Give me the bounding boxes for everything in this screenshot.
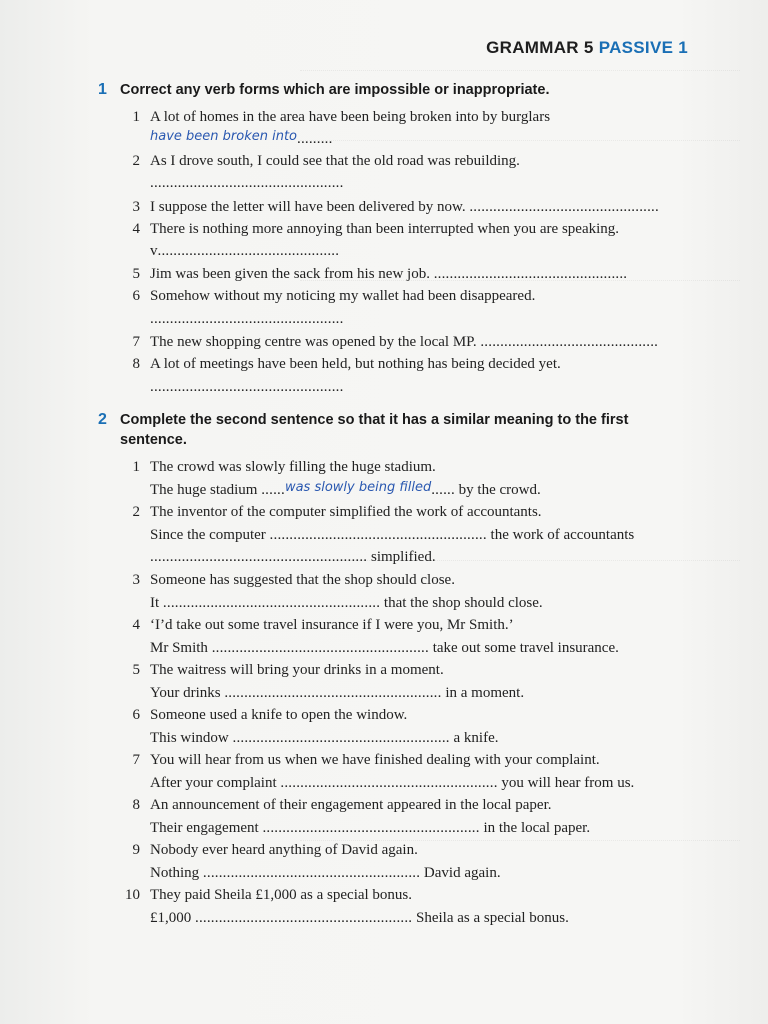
page-header — [486, 38, 688, 58]
item-number: 4 — [132, 617, 140, 633]
handwritten-answer: was slowly being filled — [284, 480, 432, 495]
item-number: 6 — [132, 707, 140, 723]
item-number: 3 — [132, 572, 140, 588]
item-number: 7 — [132, 334, 140, 350]
rewrite-end: David again. — [423, 865, 501, 881]
rewrite-end: you will hear from us. — [501, 775, 635, 791]
rewrite-end: take out some travel insurance. — [432, 640, 619, 656]
item-sentence: Somehow without my noticing my wallet had been disappeared. — [150, 288, 536, 304]
answer-blank[interactable]: ................................................ — [469, 199, 659, 215]
rewrite-end: simplified. — [371, 549, 436, 565]
rewrite-end: Sheila as a special bonus. — [416, 910, 569, 926]
exercise-1: 1 Correct any verb forms which are impossible or inappropriate. 1 A lot of homes in the area have been being broken into by burglars have been broken into......... 2 As I drove south, I could see that the old road was rebuilding. ................................................. 3 I suppose the letter will have been delivered by now. ................................................ 4 There is nothing more annoying than been interrupted when you are speaking. v.............................................. 5 Jim was been given the sack from his new job. ................................................. 6 Somehow without my noticing my wallet had been disappeared. ................................................. 7 The new shopping centre was opened by the local MP. ............................................. 8 A lot of meetings have been held, but nothing has being decided yet. ................................................. — [98, 80, 698, 100]
rewrite-end: in the local paper. — [483, 820, 591, 836]
handwritten-answer: have been broken into — [150, 129, 297, 144]
item-sentence: Nobody ever heard anything of David again. — [150, 842, 418, 858]
item-number: 4 — [132, 221, 140, 237]
item-sentence: A lot of homes in the area have been being broken into by burglars — [150, 109, 551, 125]
rewrite-start: After your complaint — [150, 775, 277, 791]
item-number: 7 — [132, 752, 140, 768]
item-sentence: The waitress will bring your drinks in a moment. — [150, 662, 444, 678]
answer-blank[interactable]: ....................................................... — [150, 549, 368, 565]
item-number: 2 — [132, 153, 140, 169]
answer-blank[interactable]: ....................................................... — [162, 595, 381, 611]
rewrite-start: Since the computer — [150, 527, 266, 543]
item-sentence: A lot of meetings have been held, but nothing has being decided yet. — [150, 356, 561, 372]
rewrite-end: a knife. — [453, 730, 499, 746]
rewrite-start: Your drinks — [150, 685, 221, 701]
item-sentence: An announcement of their engagement appeared in the local paper. — [150, 797, 552, 813]
rewrite-end: the work of accountants — [490, 527, 635, 543]
exercise-2-heading — [98, 410, 698, 450]
item-number: 9 — [132, 842, 140, 858]
item-sentence: There is nothing more annoying than been interrupted when you are speaking. — [150, 221, 620, 237]
item-sentence: Someone used a knife to open the window. — [150, 707, 408, 723]
answer-blank[interactable]: ....................................................... — [224, 685, 442, 701]
answer-blank[interactable]: ....................................................... — [280, 775, 498, 791]
exercise-2-instruction: Complete the second sentence so that it has a similar meaning to the first — [120, 412, 629, 428]
exercise-2: 2 Complete the second sentence so that it has a similar meaning to the first sentence. 1 The crowd was slowly filling the huge stadium. The huge stadium ......was slowly being filled...... by the crowd. 2 The inventor of the computer simplified the work of accountants. Since the computer ....................................................... the work of accountants ....................................................... simplified. 3 Someone has suggested that the shop should close. It ....................................................... that the shop should close. 4 ‘I’d take out some travel insurance if I were you, Mr Smith.’ Mr Smith ....................................................... take out some travel insurance. 5 The waitress will bring your drinks in a moment. Your drinks ....................................................... in a moment. 6 Someone used a knife to open the window. This window ....................................................... a knife. 7 You will hear from us when we have finished dealing with your complaint. After your complaint ....................................................... you will hear from us. 8 An announcement of their engagement appeared in the local paper. Their engagement ....................................................... in the local paper. 9 Nobody ever heard anything of David again. Nothing ....................................................... David again. 10 They paid Sheila £1,000 as a special bonus. £1,000 ....................................................... Sheila as a special bonus. — [98, 410, 698, 450]
answer-blank[interactable]: ............................................. — [480, 334, 659, 350]
answer-blank[interactable]: ....................................................... — [262, 820, 480, 836]
item-number: 6 — [132, 288, 140, 304]
answer-blank[interactable]: ....................................................... — [232, 730, 450, 746]
item-sentence: As I drove south, I could see that the old road was rebuilding. — [150, 153, 520, 169]
handwritten-mark: v — [150, 243, 158, 259]
answer-blank[interactable]: ................................................. — [433, 266, 628, 282]
item-sentence: Jim was been given the sack from his new job. — [150, 266, 430, 282]
exercise-1-heading — [98, 80, 698, 100]
item-sentence: You will hear from us when we have finished dealing with your complaint. — [150, 752, 600, 768]
item-sentence: The new shopping centre was opened by the local MP. — [150, 334, 477, 350]
item-sentence: They paid Sheila £1,000 as a special bonus. — [150, 887, 413, 903]
item-number: 8 — [132, 356, 140, 372]
rewrite-end: that the shop should close. — [383, 595, 543, 611]
rewrite-start: It — [150, 595, 160, 611]
item-number: 10 — [125, 887, 140, 903]
rewrite-start: £1,000 — [150, 910, 192, 926]
item-sentence: The crowd was slowly filling the huge stadium. — [150, 459, 436, 475]
item-number: 8 — [132, 797, 140, 813]
rewrite-start: The huge stadium — [150, 482, 258, 498]
exercise-1-instruction: Correct any verb forms which are impossible or inappropriate. — [120, 82, 550, 98]
item-sentence: I suppose the letter will have been delivered by now. — [150, 199, 466, 215]
exercise-1-number: 1 — [98, 81, 107, 98]
item-number: 1 — [132, 459, 140, 475]
header-grammar-unit: GRAMMAR 5 — [486, 38, 594, 57]
answer-blank[interactable]: ....................................................... — [269, 527, 487, 543]
rewrite-start: Their engagement — [150, 820, 259, 836]
header-topic: PASSIVE 1 — [598, 38, 688, 57]
rewrite-end: in a moment. — [445, 685, 525, 701]
answer-blank[interactable]: ....................................................... — [195, 910, 413, 926]
rewrite-start: Mr Smith — [150, 640, 208, 656]
answer-blank[interactable]: ....................................................... — [211, 640, 429, 656]
item-number: 5 — [132, 662, 140, 678]
item-sentence: The inventor of the computer simplified the work of accountants. — [150, 504, 542, 520]
item-number: 3 — [132, 199, 140, 215]
item-sentence: ‘I’d take out some travel insurance if I were you, Mr Smith.’ — [150, 617, 514, 633]
item-number: 5 — [132, 266, 140, 282]
item-number: 1 — [132, 109, 140, 125]
answer-blank[interactable]: ....................................................... — [202, 865, 421, 881]
exercise-2-instruction-cont: sentence. — [120, 432, 187, 448]
item-number: 2 — [132, 504, 140, 520]
item-sentence: Someone has suggested that the shop should close. — [150, 572, 455, 588]
rewrite-start: This window — [150, 730, 229, 746]
rewrite-start: Nothing — [150, 865, 200, 881]
exercise-2-number: 2 — [98, 411, 107, 428]
rewrite-end: by the crowd. — [458, 482, 541, 498]
